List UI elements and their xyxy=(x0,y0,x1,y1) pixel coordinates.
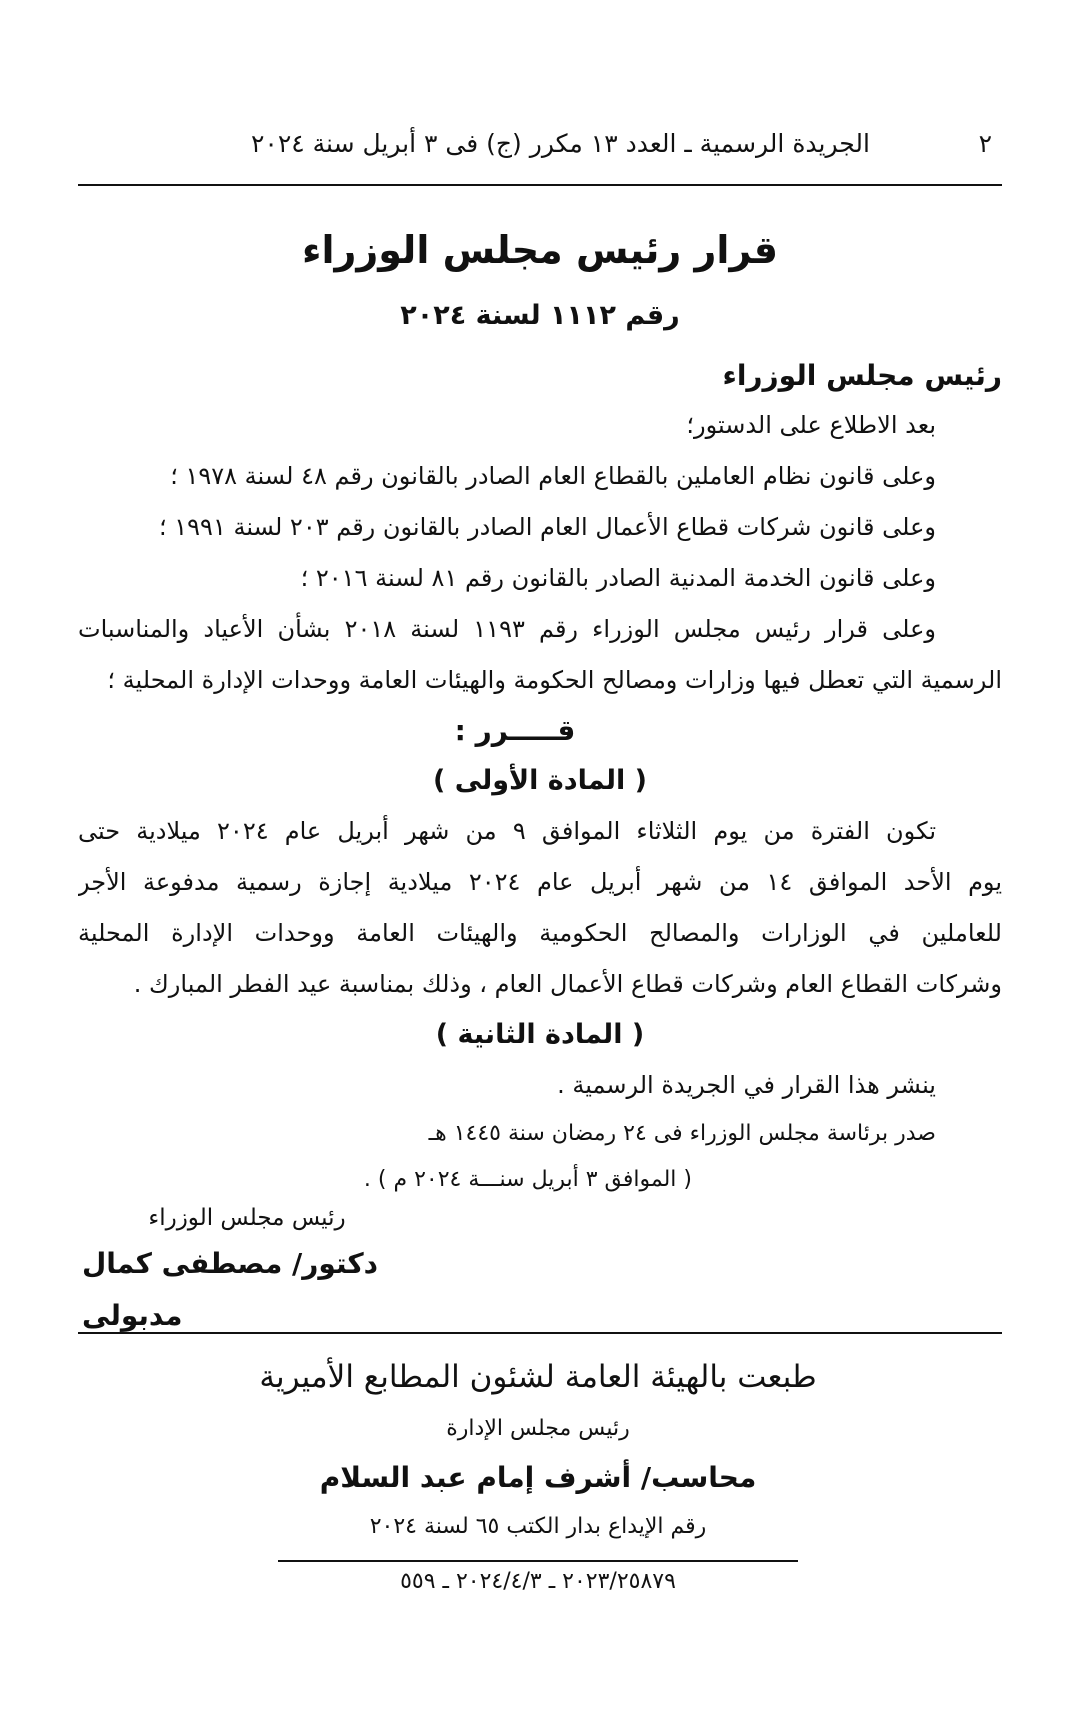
article-1-line: وشركات القطاع العام وشركات قطاع الأعمال العام ، وذلك بمناسبة عيد الفطر المبارك . xyxy=(133,970,1002,998)
footer-divider xyxy=(78,1332,1002,1334)
page-number: ٢ xyxy=(978,129,992,158)
preamble-line: بعد الاطلاع على الدستور؛ xyxy=(686,411,936,439)
printer-name: طبعت بالهيئة العامة لشئون المطابع الأميرية xyxy=(259,1359,817,1395)
decided-heading: قـــــرر : xyxy=(454,714,576,747)
preamble-line: وعلى قرار رئيس مجلس الوزراء رقم ١١٩٣ لسنة ٢٠١٨ بشأن الأعياد والمناسبات xyxy=(78,615,937,643)
article-1-line: للعاملين في الوزارات والمصالح الحكومية والهيئات العامة ووحدات الإدارة المحلية xyxy=(78,919,1002,947)
article-1-heading: ( المادة الأولى ) xyxy=(433,765,647,796)
gazette-page xyxy=(78,0,1002,1723)
legal-deposit-number: رقم الإيداع بدار الكتب ٦٥ لسنة ٢٠٢٤ xyxy=(278,1504,798,1562)
issued-hijri-date: صدر برئاسة مجلس الوزراء فى ٢٤ رمضان سنة ١٤٤٥ هـ xyxy=(428,1121,936,1146)
board-chair-role: رئيس مجلس الإدارة xyxy=(446,1416,630,1441)
preamble-line: وعلى قانون نظام العاملين بالقطاع العام الصادر بالقانون رقم ٤٨ لسنة ١٩٧٨ ؛ xyxy=(170,462,936,490)
article-2-text: ينشر هذا القرار في الجريدة الرسمية . xyxy=(557,1071,936,1099)
printer-imprint xyxy=(258,1348,818,1602)
preamble-line: الرسمية التي تعطل فيها وزارات ومصالح الحكومة والهيئات العامة ووحدات الإدارة المحلية ؛ xyxy=(107,666,1002,694)
article-1-line: يوم الأحد الموافق ١٤ من شهر أبريل عام ٢٠٢٤ ميلادية إجازة رسمية مدفوعة الأجر xyxy=(78,868,1002,896)
issued-gregorian-date: ( الموافق ٣ أبريل سنـــة ٢٠٢٤ م ) . xyxy=(363,1167,692,1192)
header-divider xyxy=(78,184,1002,186)
article-2-heading: ( المادة الثانية ) xyxy=(435,1019,645,1050)
gazette-issue-line: الجريدة الرسمية ـ العدد ١٣ مكرر (ج) فى ٣ أبريل سنة ٢٠٢٤ xyxy=(250,129,870,158)
board-chair-name: محاسب/ أشرف إمام عبد السلام xyxy=(319,1461,757,1494)
signatory-name: دكتور/ مصطفى كمال مدبولى xyxy=(82,1247,379,1332)
signatory-role: رئيس مجلس الوزراء xyxy=(148,1205,346,1231)
decree-number: رقم ١١١٢ لسنة ٢٠٢٤ xyxy=(400,300,680,331)
decree-body xyxy=(78,352,1002,1203)
preamble-line: وعلى قانون شركات قطاع الأعمال العام الصادر بالقانون رقم ٢٠٣ لسنة ١٩٩١ ؛ xyxy=(159,513,936,541)
article-1-line: تكون الفترة من يوم الثلاثاء الموافق ٩ من شهر أبريل عام ٢٠٢٤ ميلادية حتى xyxy=(78,817,937,845)
issuer-heading: رئيس مجلس الوزراء xyxy=(722,359,1002,392)
print-serial-number: ٢٠٢٣/٢٥٨٧٩ ـ ٢٠٢٤/٤/٣ ـ ٥٥٩ xyxy=(400,1569,676,1594)
preamble-line: وعلى قانون الخدمة المدنية الصادر بالقانون رقم ٨١ لسنة ٢٠١٦ ؛ xyxy=(300,564,936,592)
signature-block xyxy=(78,1198,438,1342)
decree-title: قرار رئيس مجلس الوزراء xyxy=(302,228,778,272)
running-header xyxy=(78,126,1002,162)
